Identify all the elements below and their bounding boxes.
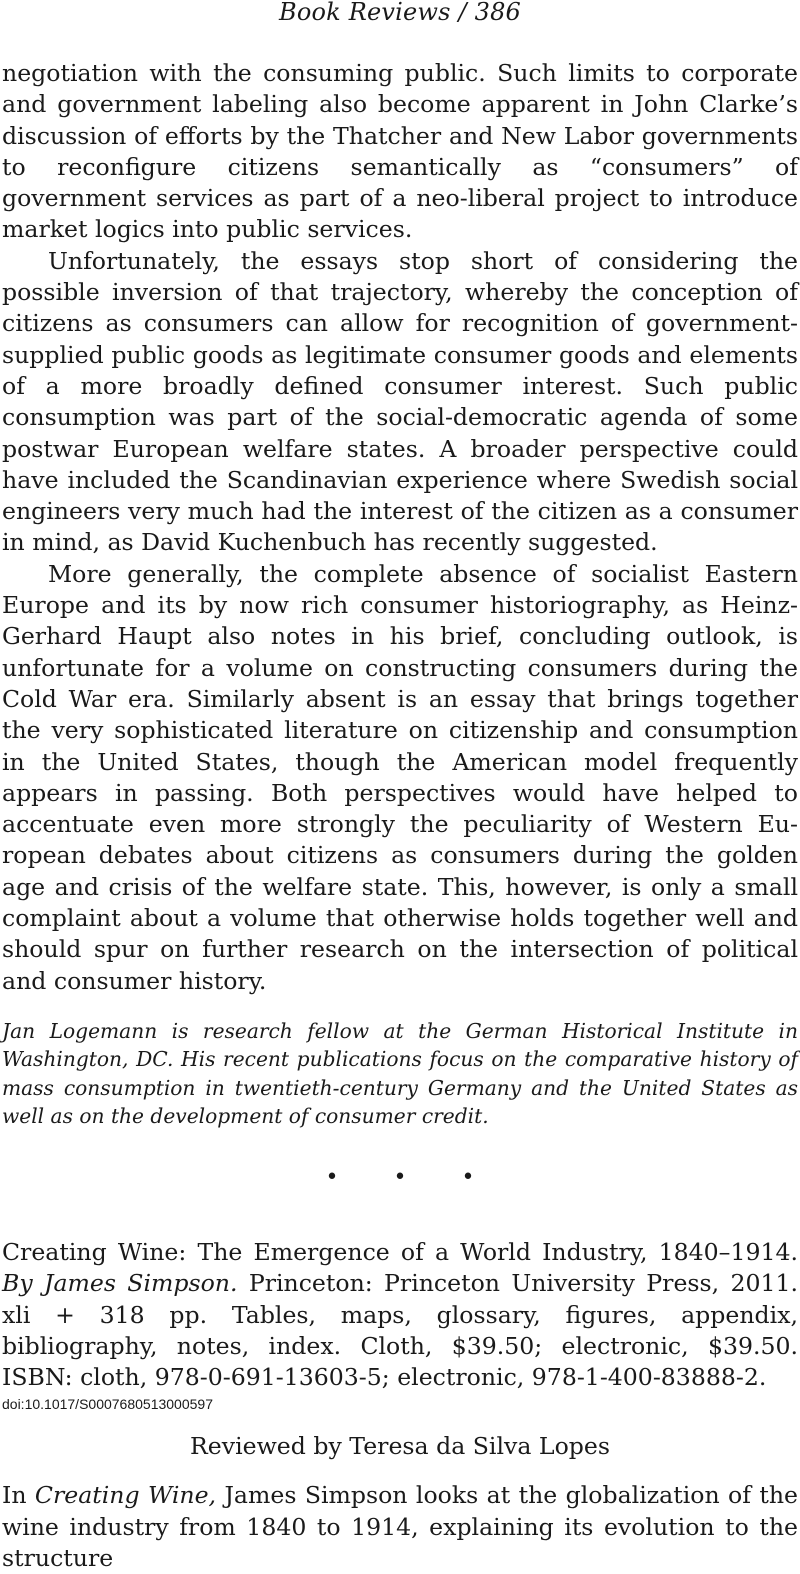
reviewed-by: Reviewed by Teresa da Silva Lopes xyxy=(190,1432,610,1461)
publication-details: Princeton: Princeton University Press, 2011. xli + 318 pp. Tables, maps, glossary, figures, appendix, bibliography, notes, index. Cloth, $39.50; electronic, $39.50. ISBN: cloth, 978-0-691-13603-5; electronic, 978-1-400-83888-2. xyxy=(2,1269,799,1392)
book-author: By James Simpson. xyxy=(2,1269,238,1298)
book-citation xyxy=(2,1237,798,1393)
book-title: Creating Wine: The Emergence of a World Industry, 1840–1914. xyxy=(2,1237,798,1266)
opening-book-title: Creating Wine, xyxy=(34,1481,217,1510)
review-opening-paragraph xyxy=(2,1480,798,1574)
body-paragraph-3: More generally, the complete absence of socialist Eastern Europe and its by now rich consumer historiography, as Heinz-Gerhard Haupt also notes in his brief, concluding outlook, is unfortunate for a volume on constructing consumers during the Cold War era. Similarly absent is an essay that brings together the very sophisticated literature on citizenship and consumption in the United States, though the American model frequently appears in passing. Both perspectives would have helped to accentuate even more strongly the peculiarity of Western European debates about citizens as consumers during the golden age and crisis of the welfare state. This, however, is only a small complaint about a volume that otherwise holds together well and should spur on further research on the intersection of political and consumer history. xyxy=(2,559,798,995)
journal-page xyxy=(2,0,798,1574)
doi-link[interactable]: doi:10.1017/S0007680513000597 xyxy=(2,1396,213,1413)
reviewer-bio: Jan Logemann is research fellow at the German Historical Institute in Washington, DC. His recent publications focus on the comparative history of mass consumption in twentieth-century Germany and the United States as well as on the development of consumer credit. xyxy=(2,1018,798,1129)
opening-prefix: In xyxy=(2,1481,27,1510)
body-paragraph-2: Unfortunately, the essays stop short of considering the possible inversion of that trajectory, whereby the conception of citizens as consumers can allow for recognition of government-supplied public goods as legitimate consumer goods and elements of a more broadly defined consumer interest. Such public consumption was part of the social-democratic agenda of some postwar European welfare states. A broader perspective could have included the Scandinavian experience where Swedish social engineers very much had the interest of the citizen as a consumer in mind, as David Kuchenbuch has recently suggested. xyxy=(2,246,798,557)
body-paragraph-1: negotiation with the consuming public. Such limits to corporate and government labeling also become apparent in John Clarke’s discussion of efforts by the Thatcher and New Labor governments to reconfigure citizens semantically as “consumers” of government services as part of a neo-liberal project to introduce market logics into public services. xyxy=(2,59,798,244)
section-separator: • • • xyxy=(325,1164,499,1190)
opening-text: James Simpson looks at the globalization of the wine industry from 1840 to 1914, explaining its evolution to the structure xyxy=(2,1481,799,1572)
running-head: Book Reviews / 386 xyxy=(278,0,522,26)
